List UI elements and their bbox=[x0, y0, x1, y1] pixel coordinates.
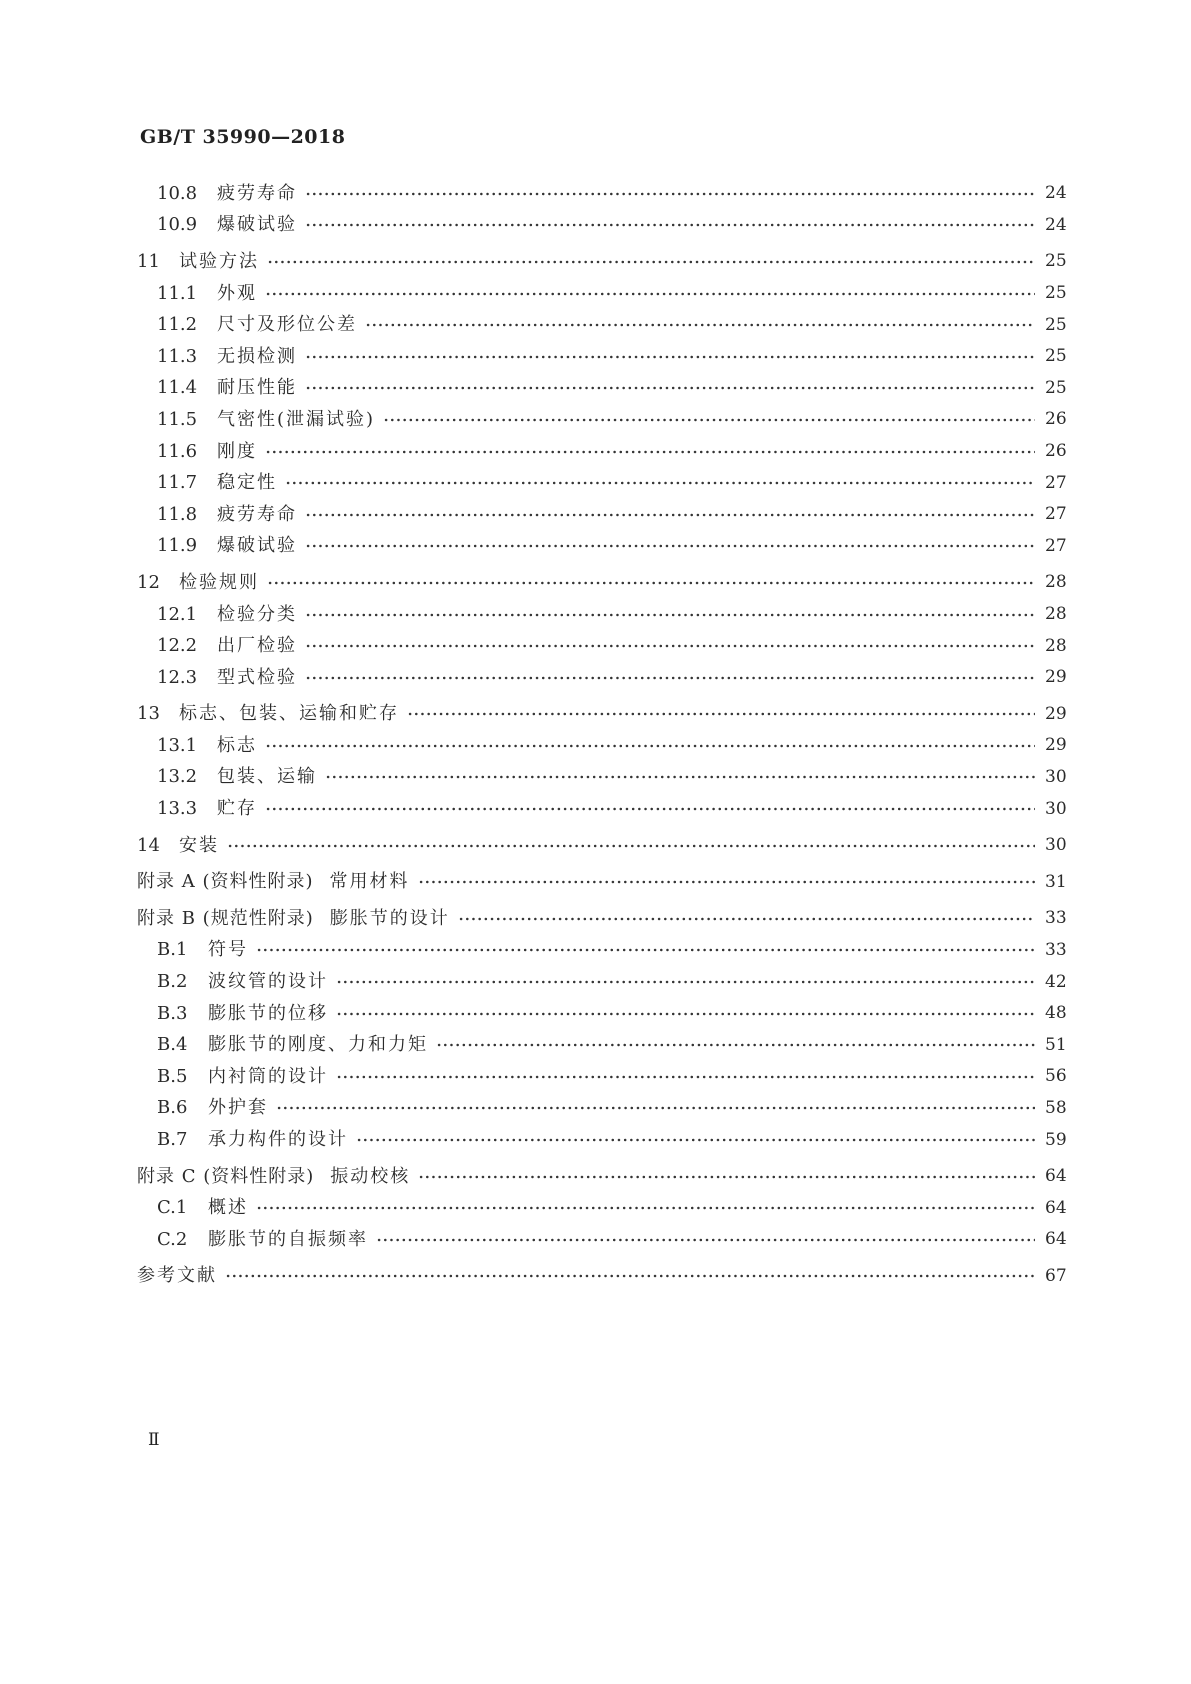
toc-page-number: 30 bbox=[1045, 798, 1067, 819]
dot-leader bbox=[265, 292, 1035, 296]
toc-page-number: 51 bbox=[1045, 1034, 1067, 1055]
toc-page-number: 33 bbox=[1045, 939, 1067, 960]
toc-page-number: 58 bbox=[1045, 1097, 1067, 1118]
dot-leader bbox=[276, 1106, 1035, 1110]
toc-page-number: 25 bbox=[1045, 251, 1067, 272]
toc-entry[interactable] bbox=[137, 730, 1065, 762]
toc-entry-number: 14 bbox=[137, 834, 160, 856]
toc-page-number: 27 bbox=[1045, 472, 1067, 493]
toc-entry-title: 常用材料 bbox=[329, 871, 410, 893]
toc-entry-title: 贮存 bbox=[217, 798, 257, 820]
toc-entry-number: 11.2 bbox=[157, 314, 198, 336]
toc-appendix-label: 附录 C (资料性附录) bbox=[137, 1165, 315, 1187]
toc-entry-number: 11.8 bbox=[157, 503, 198, 525]
toc-entry-number: 12 bbox=[137, 571, 160, 593]
toc-entry[interactable] bbox=[137, 436, 1065, 468]
dot-leader bbox=[267, 581, 1035, 585]
toc-entry-title: 刚度 bbox=[217, 440, 257, 462]
toc-entry-number: 11.7 bbox=[157, 472, 198, 494]
toc-entry[interactable] bbox=[137, 903, 1065, 935]
toc-entry[interactable] bbox=[137, 178, 1065, 210]
toc-entry[interactable] bbox=[137, 866, 1065, 898]
toc-entry-number: 12.3 bbox=[157, 666, 198, 688]
toc-entry-number: 11 bbox=[137, 250, 160, 272]
toc-entry[interactable] bbox=[137, 531, 1065, 563]
dot-leader bbox=[305, 644, 1035, 648]
toc-entry-number: 13.1 bbox=[157, 734, 198, 756]
toc-entry-title: 膨胀节的设计 bbox=[329, 907, 450, 929]
toc-page-number: 24 bbox=[1045, 214, 1067, 235]
toc-page-number: 24 bbox=[1045, 183, 1067, 204]
toc-page-number: 42 bbox=[1045, 971, 1067, 992]
dot-leader bbox=[336, 1012, 1035, 1016]
toc-entry-title: 无损检测 bbox=[217, 345, 297, 367]
toc-entry-title: 试验方法 bbox=[179, 250, 259, 272]
toc-entry-title: 尺寸及形位公差 bbox=[217, 314, 357, 336]
toc-entry-title: 包装、运输 bbox=[217, 766, 317, 788]
toc-entry-number: 11.1 bbox=[157, 282, 198, 304]
toc-entry[interactable] bbox=[137, 662, 1065, 694]
document-code: GB/T 35990—2018 bbox=[140, 126, 346, 148]
dot-leader bbox=[418, 880, 1036, 884]
toc-page-number: 31 bbox=[1045, 871, 1067, 892]
dot-leader bbox=[305, 355, 1035, 359]
toc-entry[interactable] bbox=[137, 1224, 1065, 1256]
toc-appendix-label: 附录 A (资料性附录) bbox=[137, 871, 314, 893]
toc-entry-title: 概述 bbox=[208, 1197, 248, 1219]
toc-entry[interactable] bbox=[137, 935, 1065, 967]
dot-leader bbox=[436, 1043, 1035, 1047]
toc-page-number: 67 bbox=[1045, 1265, 1067, 1286]
table-of-contents bbox=[137, 178, 1065, 1292]
toc-appendix-label: 附录 B (规范性附录) bbox=[137, 907, 314, 929]
toc-entry-number: 10.8 bbox=[157, 182, 198, 204]
toc-entry[interactable] bbox=[137, 246, 1065, 278]
toc-entry[interactable] bbox=[137, 1093, 1065, 1125]
toc-entry-number: B.3 bbox=[157, 1002, 188, 1024]
toc-entry-title: 内衬筒的设计 bbox=[208, 1065, 328, 1087]
dot-leader bbox=[305, 676, 1035, 680]
toc-entry[interactable] bbox=[137, 1124, 1065, 1156]
dot-leader bbox=[227, 844, 1035, 848]
toc-page-number: 28 bbox=[1045, 635, 1067, 656]
toc-entry-title: 出厂检验 bbox=[217, 635, 297, 657]
toc-entry-title: 安装 bbox=[179, 834, 219, 856]
toc-page-number: 64 bbox=[1045, 1197, 1067, 1218]
toc-entry-title: 外观 bbox=[217, 282, 257, 304]
toc-entry-number: 12.1 bbox=[157, 603, 198, 625]
toc-entry-number: 11.4 bbox=[157, 377, 198, 399]
dot-leader bbox=[265, 744, 1035, 748]
dot-leader bbox=[305, 513, 1035, 517]
toc-entry-title: 标志、包装、运输和贮存 bbox=[179, 703, 399, 725]
toc-entry-title: 标志 bbox=[217, 734, 257, 756]
toc-entry[interactable] bbox=[137, 1161, 1065, 1193]
toc-page-number: 33 bbox=[1045, 908, 1067, 929]
toc-page-number: 28 bbox=[1045, 572, 1067, 593]
toc-page-number: 30 bbox=[1045, 766, 1067, 787]
toc-page-number: 27 bbox=[1045, 504, 1067, 525]
toc-entry-number: 13.2 bbox=[157, 766, 198, 788]
dot-leader bbox=[418, 1175, 1035, 1179]
page-number: Ⅱ bbox=[148, 1430, 160, 1450]
toc-page-number: 26 bbox=[1045, 409, 1067, 430]
toc-entry-number: C.1 bbox=[157, 1197, 188, 1219]
toc-entry-number: B.2 bbox=[157, 971, 188, 993]
toc-entry-number: C.2 bbox=[157, 1228, 188, 1250]
toc-entry-title: 振动校核 bbox=[330, 1165, 411, 1187]
toc-entry[interactable] bbox=[137, 499, 1065, 531]
toc-entry-title: 参考文献 bbox=[137, 1265, 217, 1287]
toc-entry-number: 13.3 bbox=[157, 798, 198, 820]
toc-page-number: 48 bbox=[1045, 1003, 1067, 1024]
toc-entry[interactable] bbox=[137, 309, 1065, 341]
toc-entry-title: 膨胀节的自振频率 bbox=[208, 1228, 368, 1250]
toc-page-number: 26 bbox=[1045, 441, 1067, 462]
toc-page-number: 29 bbox=[1045, 703, 1067, 724]
toc-entry[interactable] bbox=[137, 404, 1065, 436]
dot-leader bbox=[458, 917, 1035, 921]
toc-page-number: 25 bbox=[1045, 283, 1067, 304]
toc-entry[interactable] bbox=[137, 373, 1065, 405]
toc-page-number: 28 bbox=[1045, 604, 1067, 625]
toc-page-number: 64 bbox=[1045, 1229, 1067, 1250]
toc-entry-number: 11.3 bbox=[157, 345, 198, 367]
toc-entry-number: B.1 bbox=[157, 939, 188, 961]
toc-page-number: 25 bbox=[1045, 314, 1067, 335]
toc-entry-title: 疲劳寿命 bbox=[217, 503, 297, 525]
dot-leader bbox=[356, 1138, 1035, 1142]
dot-leader bbox=[336, 980, 1035, 984]
dot-leader bbox=[305, 544, 1035, 548]
toc-entry-title: 爆破试验 bbox=[217, 214, 297, 236]
toc-page-number: 59 bbox=[1045, 1129, 1067, 1150]
toc-entry[interactable] bbox=[137, 467, 1065, 499]
toc-entry-number: 11.6 bbox=[157, 440, 198, 462]
toc-entry[interactable] bbox=[137, 341, 1065, 373]
toc-entry-number: B.5 bbox=[157, 1065, 188, 1087]
toc-entry-title: 膨胀节的刚度、力和力矩 bbox=[208, 1034, 428, 1056]
dot-leader bbox=[336, 1075, 1035, 1079]
toc-entry-title: 爆破试验 bbox=[217, 535, 297, 557]
dot-leader bbox=[305, 223, 1035, 227]
toc-entry-title: 承力构件的设计 bbox=[208, 1129, 348, 1151]
dot-leader bbox=[225, 1274, 1035, 1278]
dot-leader bbox=[256, 948, 1035, 952]
dot-leader bbox=[305, 613, 1035, 617]
toc-entry[interactable] bbox=[137, 599, 1065, 631]
dot-leader bbox=[383, 418, 1035, 422]
toc-entry[interactable] bbox=[137, 793, 1065, 825]
toc-entry-number: 10.9 bbox=[157, 214, 198, 236]
toc-page-number: 27 bbox=[1045, 535, 1067, 556]
toc-entry[interactable] bbox=[137, 210, 1065, 242]
toc-entry-title: 外护套 bbox=[208, 1097, 268, 1119]
toc-entry-title: 疲劳寿命 bbox=[217, 182, 297, 204]
toc-entry[interactable] bbox=[137, 278, 1065, 310]
toc-entry[interactable] bbox=[137, 966, 1065, 998]
dot-leader bbox=[325, 775, 1035, 779]
dot-leader bbox=[265, 807, 1035, 811]
toc-entry[interactable] bbox=[137, 762, 1065, 794]
toc-entry-number: 11.9 bbox=[157, 535, 198, 557]
toc-page-number: 29 bbox=[1045, 667, 1067, 688]
toc-entry[interactable] bbox=[137, 699, 1065, 731]
toc-entry[interactable] bbox=[137, 1029, 1065, 1061]
dot-leader bbox=[265, 450, 1035, 454]
dot-leader bbox=[407, 712, 1035, 716]
toc-entry-title: 气密性(泄漏试验) bbox=[217, 408, 376, 430]
toc-page-number: 56 bbox=[1045, 1066, 1067, 1087]
toc-entry-title: 稳定性 bbox=[217, 472, 277, 494]
dot-leader bbox=[256, 1206, 1035, 1210]
toc-entry-title: 检验分类 bbox=[217, 603, 297, 625]
dot-leader bbox=[365, 323, 1035, 327]
toc-entry[interactable] bbox=[137, 1061, 1065, 1093]
toc-entry-number: B.4 bbox=[157, 1034, 188, 1056]
toc-entry[interactable] bbox=[137, 567, 1065, 599]
toc-page-number: 29 bbox=[1045, 735, 1067, 756]
toc-page-number: 30 bbox=[1045, 835, 1067, 856]
toc-entry[interactable] bbox=[137, 1192, 1065, 1224]
toc-page-number: 25 bbox=[1045, 346, 1067, 367]
toc-entry-number: 12.2 bbox=[157, 635, 198, 657]
dot-leader bbox=[285, 481, 1035, 485]
toc-entry-title: 耐压性能 bbox=[217, 377, 297, 399]
dot-leader bbox=[376, 1238, 1035, 1242]
toc-entry-title: 型式检验 bbox=[217, 666, 297, 688]
toc-entry-title: 膨胀节的位移 bbox=[208, 1002, 328, 1024]
toc-entry-number: B.7 bbox=[157, 1129, 188, 1151]
dot-leader bbox=[305, 386, 1035, 390]
toc-entry-number: 11.5 bbox=[157, 408, 198, 430]
toc-entry-number: 13 bbox=[137, 703, 160, 725]
toc-page-number: 64 bbox=[1045, 1166, 1067, 1187]
toc-entry-number: B.6 bbox=[157, 1097, 188, 1119]
toc-entry[interactable] bbox=[137, 630, 1065, 662]
toc-entry-title: 检验规则 bbox=[179, 571, 259, 593]
dot-leader bbox=[267, 260, 1035, 264]
toc-entry[interactable] bbox=[137, 1261, 1065, 1293]
dot-leader bbox=[305, 192, 1035, 196]
toc-entry[interactable] bbox=[137, 830, 1065, 862]
toc-page-number: 25 bbox=[1045, 377, 1067, 398]
toc-entry[interactable] bbox=[137, 998, 1065, 1030]
toc-entry-title: 符号 bbox=[208, 939, 248, 961]
toc-entry-title: 波纹管的设计 bbox=[208, 971, 328, 993]
